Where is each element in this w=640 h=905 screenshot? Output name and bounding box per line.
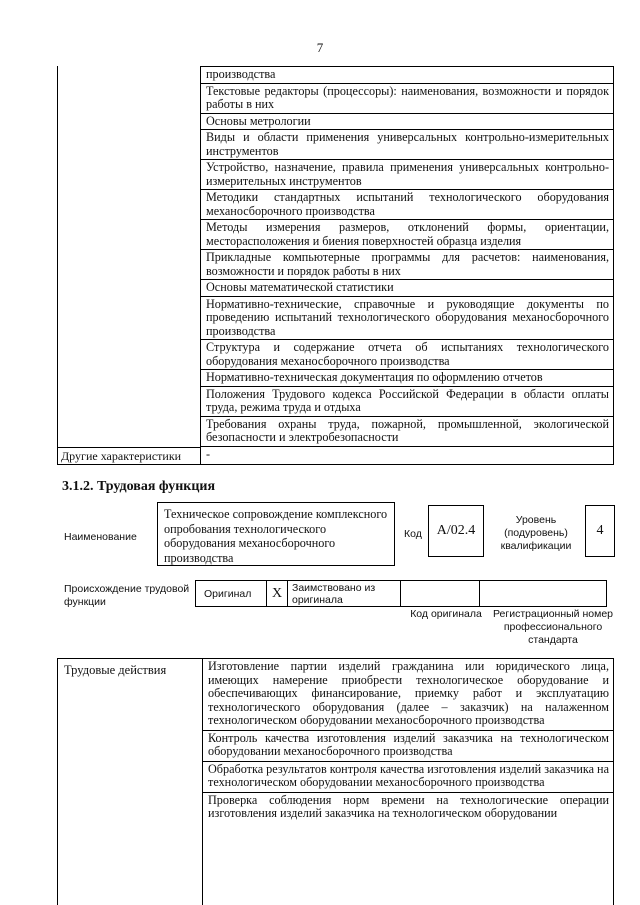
knowledge-item: Виды и области применения универсальных контрольно-измерительных инструментов bbox=[201, 130, 613, 160]
action-item: Проверка соблюдения норм времени на технологические операции изготовления изделий заказчика на технологическом оборудовании bbox=[208, 792, 609, 820]
knowledge-item: производства bbox=[201, 66, 613, 84]
code-label: Код bbox=[404, 528, 422, 540]
table-row bbox=[57, 340, 614, 370]
origin-grid bbox=[196, 580, 607, 607]
level-box bbox=[585, 505, 615, 557]
knowledge-item: Прикладные компьютерные программы для расчетов: наименования, возможности и порядок работы в них bbox=[201, 250, 613, 280]
original-label: Оригинал bbox=[204, 588, 252, 600]
knowledge-item: Методы измерения размеров, отклонений формы, ориентации, месторасположения и биения поверхностей образца изделия bbox=[201, 220, 613, 250]
borrowed-cell bbox=[287, 580, 401, 607]
page-number: 7 bbox=[316, 40, 324, 55]
table-row bbox=[57, 130, 614, 160]
table-row bbox=[57, 84, 614, 114]
function-name-value: Техническое сопровождение комплексного опробования технологического оборудования механосборочного производства bbox=[164, 507, 388, 565]
table-row bbox=[57, 250, 614, 280]
table-row bbox=[57, 370, 614, 387]
registration-number-cell bbox=[479, 580, 607, 607]
original-code-cell bbox=[400, 580, 480, 607]
table-row bbox=[57, 280, 614, 297]
action-item: Изготовление партии изделий гражданина или юридического лица, имеющих намерение приобрести технологическое оборудование и обеспечивающих финансирование, приемку работ и эксплуатацию технологического оборудования (далее – заказчик) на налаженном технологическом оборудовании механосборочного производства bbox=[203, 659, 613, 731]
actions-label: Трудовые действия bbox=[58, 659, 203, 905]
other-characteristics-value: - bbox=[206, 446, 211, 461]
knowledge-item: Нормативно-технические, справочные и руководящие документы по проведению испытаний технологического оборудования механосборочного производства bbox=[201, 297, 613, 341]
knowledge-item: Нормативно-техническая документация по оформлению отчетов bbox=[201, 370, 613, 387]
action-item: Контроль качества изготовления изделий заказчика на технологическом оборудовании механосборочного производства bbox=[203, 731, 613, 762]
knowledge-item: Основы метрологии bbox=[201, 114, 613, 131]
action-item: Обработка результатов контроля качества изготовления изделий заказчика на технологическом оборудовании механосборочного производства bbox=[203, 762, 613, 793]
other-characteristics-row bbox=[57, 447, 614, 465]
actions-table bbox=[57, 658, 614, 905]
knowledge-item: Основы математической статистики bbox=[201, 280, 613, 297]
section-title: 3.1.2. Трудовая функция bbox=[62, 479, 216, 494]
code-box bbox=[428, 505, 484, 557]
knowledge-item: Структура и содержание отчета об испытаниях технологического оборудования механосборочного производства bbox=[201, 340, 613, 370]
table-row bbox=[57, 387, 614, 417]
knowledge-item: Устройство, назначение, правила применения универсальных контрольно-измерительных инструментов bbox=[201, 160, 613, 190]
table-row bbox=[57, 220, 614, 250]
origin-label: Происхождение трудовой функции bbox=[64, 583, 190, 608]
knowledge-item: Положения Трудового кодекса Российской Федерации в области оплаты труда, режима труда и отдыха bbox=[201, 387, 613, 417]
table-row bbox=[57, 114, 614, 131]
table-row bbox=[57, 417, 614, 447]
level-value: 4 bbox=[596, 523, 604, 538]
level-label: Уровень (подуровень) квалификации bbox=[500, 514, 572, 552]
knowledge-item: Методики стандартных испытаний технологического оборудования механосборочного производства bbox=[201, 190, 613, 220]
code-value: A/02.4 bbox=[436, 523, 476, 538]
borrowed-label: Заимствовано из оригинала bbox=[292, 582, 376, 606]
original-cell bbox=[195, 580, 267, 607]
table-row bbox=[57, 190, 614, 220]
function-name-box bbox=[157, 502, 395, 566]
original-code-caption: Код оригинала bbox=[410, 608, 482, 620]
table-row bbox=[57, 66, 614, 84]
other-characteristics-label: Другие характеристики bbox=[58, 447, 201, 464]
registration-number-caption: Регистрационный номер профессионального стандарта bbox=[493, 608, 613, 646]
knowledge-table bbox=[57, 66, 614, 465]
table-row bbox=[57, 160, 614, 190]
knowledge-item: Текстовые редакторы (процессоры): наименования, возможности и порядок работы в них bbox=[201, 84, 613, 114]
original-mark: X bbox=[266, 580, 288, 607]
table-row bbox=[57, 297, 614, 341]
knowledge-item: Требования охраны труда, пожарной, промышленной, экологической безопасности и электробезопасности bbox=[201, 417, 613, 447]
name-label: Наименование bbox=[64, 531, 137, 543]
